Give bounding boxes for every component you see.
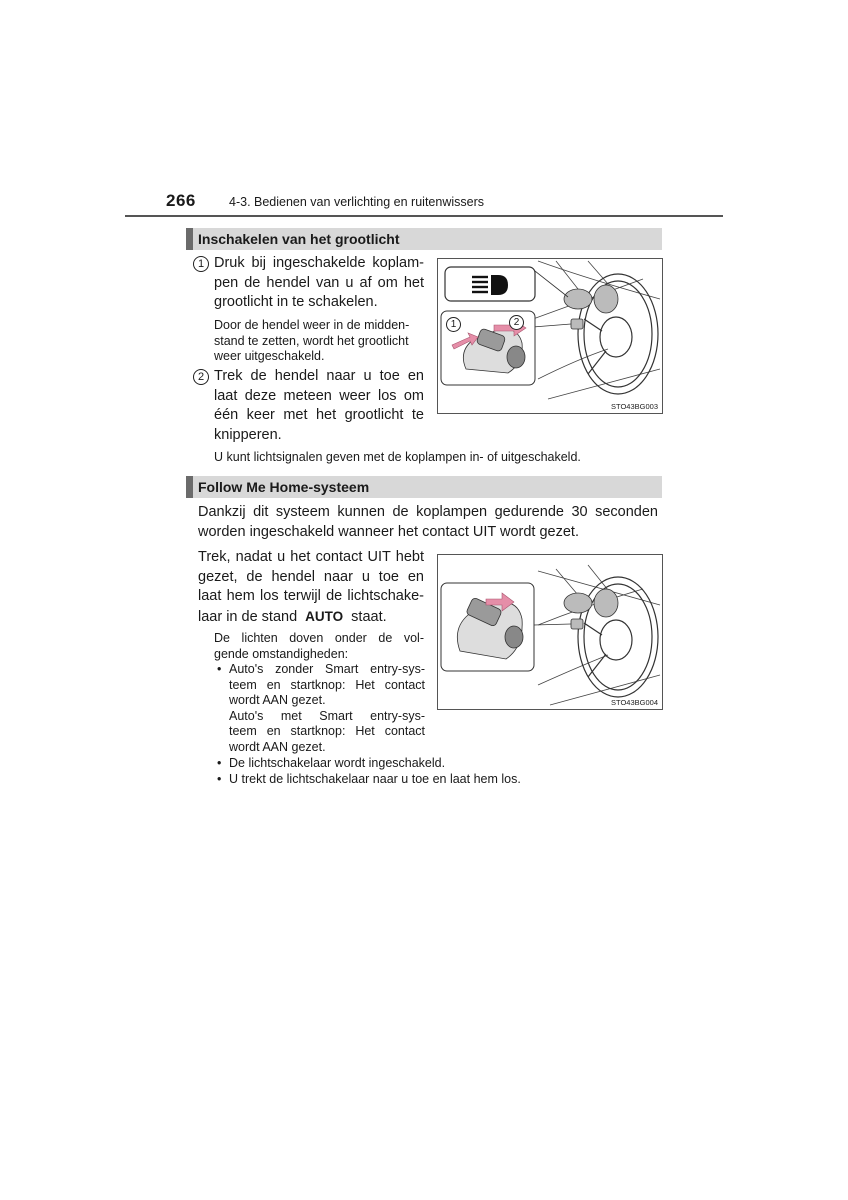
section-1-footnote: U kunt lichtsignalen geven met de koplampen in- of uitgeschakeld. xyxy=(214,450,581,464)
section-title-high-beam: Inschakelen van het grootlicht xyxy=(186,228,662,250)
bullet-1-text xyxy=(229,662,425,755)
section-2-note xyxy=(214,631,424,662)
page-number: 266 xyxy=(166,191,196,210)
figure-follow-me-home-illustration xyxy=(438,555,662,709)
step-1-line: Druk bij ingeschakelde koplam- xyxy=(214,255,424,271)
bullet-dot: • xyxy=(217,772,222,786)
bullet-1-line: wordt AAN gezet. xyxy=(229,693,326,707)
paragraph-line-end: staat. xyxy=(351,608,387,625)
figure-label-1: 1 xyxy=(446,317,461,332)
figure-code: STO43BG004 xyxy=(611,698,658,707)
step-2-line: Trek de hendel naar u toe en xyxy=(214,368,424,384)
step-1-note-line: stand te zetten, wordt het grootlicht xyxy=(214,333,409,348)
note-line: De lichten doven onder de vol- xyxy=(214,631,424,645)
step-1-note-line: weer uitgeschakeld. xyxy=(214,349,325,363)
paragraph-line xyxy=(198,607,424,628)
section-title-follow-me-home: Follow Me Home-systeem xyxy=(186,476,662,498)
step-1-marker: 1 xyxy=(193,256,209,272)
step-1-line: grootlicht in te schakelen. xyxy=(214,294,378,310)
bullet-1-line: Auto's zonder Smart entry-sys- xyxy=(229,662,425,676)
step-2-line: laat deze meteen weer los om xyxy=(214,387,424,404)
note-line: gende omstandigheden: xyxy=(214,646,349,661)
section-2-paragraph xyxy=(198,548,424,627)
bullet-1-line: teem en startknop: Het contact xyxy=(229,724,425,738)
step-2-line: knipperen. xyxy=(214,426,282,443)
bullet-dot: • xyxy=(217,662,222,676)
step-1-line: pen de hendel van u af om het xyxy=(214,274,424,291)
paragraph-line: laat hem los terwijl de lichtschake- xyxy=(198,588,424,604)
header-rule xyxy=(125,215,723,217)
step-2-line: één keer met het grootlicht te xyxy=(214,407,424,423)
step-1-text xyxy=(214,254,424,313)
intro-line: worden ingeschakeld wanneer het contact UIT wordt gezet. xyxy=(198,523,579,540)
figure-follow-me-home-lever xyxy=(437,554,663,710)
step-2-marker: 2 xyxy=(193,369,209,385)
bullet-item-2 xyxy=(217,756,637,772)
step-2-text xyxy=(214,367,424,445)
running-head: 4-3. Bedienen van verlichting en ruitenwissers xyxy=(229,195,484,209)
bullet-1-line: teem en startknop: Het contact xyxy=(229,677,425,692)
paragraph-line: gezet, de hendel naar u toe en xyxy=(198,568,424,585)
bullet-3-text: U trekt de lichtschakelaar naar u toe en laat hem los. xyxy=(229,772,521,786)
figure-label-2: 2 xyxy=(509,315,524,330)
paragraph-line-start: laar in de stand xyxy=(198,608,298,625)
figure-code: STO43BG003 xyxy=(611,402,658,411)
high-beam-icon xyxy=(470,272,510,298)
bullet-2-text: De lichtschakelaar wordt ingeschakeld. xyxy=(229,756,446,770)
bullet-1-line: Auto's met Smart entry-sys- xyxy=(229,708,425,723)
bullet-1-line: wordt AAN gezet. xyxy=(229,739,326,754)
figure-high-beam-lever xyxy=(437,258,663,414)
paragraph-line: Trek, nadat u het contact UIT hebt xyxy=(198,549,424,565)
section-2-intro xyxy=(198,503,658,542)
auto-position-label: AUTO xyxy=(305,608,344,624)
intro-line: Dankzij dit systeem kunnen de koplampen gedurende 30 seconden xyxy=(198,504,658,520)
step-1-note xyxy=(214,318,426,365)
bullet-item-1 xyxy=(217,662,425,756)
bullet-dot: • xyxy=(217,756,222,770)
step-1-note-line: Door de hendel weer in de midden- xyxy=(214,318,410,332)
bullet-item-3 xyxy=(217,772,637,788)
